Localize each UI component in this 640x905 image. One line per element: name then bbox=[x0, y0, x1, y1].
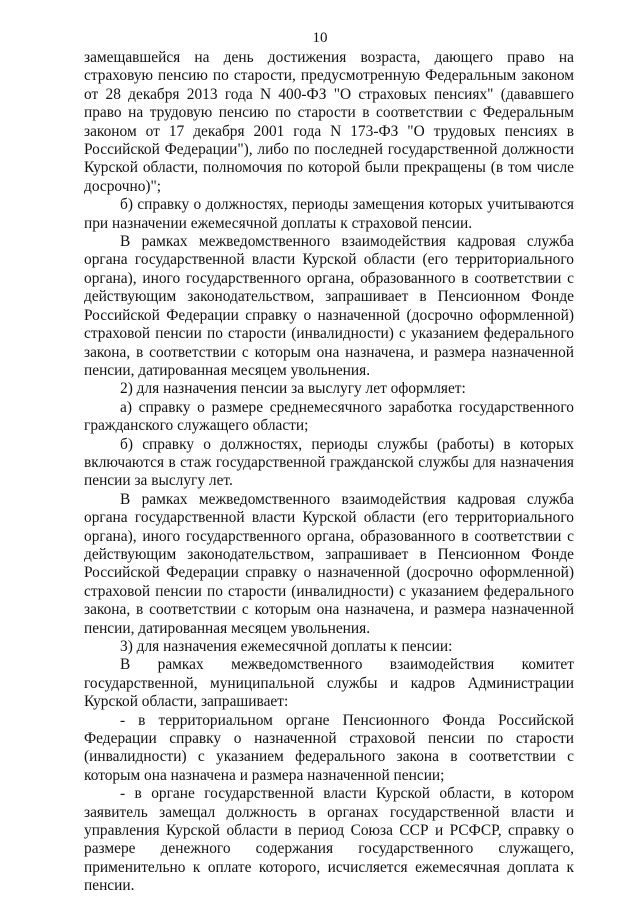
paragraph-interagency-request-1: В рамках межведомственного взаимодействия кадровая служба органа государственной власти Курской области (его территориального органа), иного государственного органа, образованного в соответствии с действующим законодательством, запрашивает в Пенсионном Фонде Российской Федерации справку о назначенной (досрочно оформленной) страховой пенсии по старости (инвалидности) с указанием федерального закона, в соответствии с которым она назначена, и размера назначенной пенсии, датированная месяцем увольнения. bbox=[84, 233, 574, 379]
paragraph-state-body-certificate: - в органе государственной власти Курской области, в котором заявитель замещал должность в органах государственной власти и управления Курской области в период Союза ССР и РСФСР, справку о размере денежного содержания государственного служащего, применительно к оплате которого, исчисляется ежемесячная доплата к пенсии. bbox=[84, 785, 574, 895]
paragraph-b-positions: б) справку о должностях, периоды замещения которых учитываются при назначении ежемесячной доплаты к страховой пенсии. bbox=[84, 196, 574, 232]
paragraph-interagency-request-2: В рамках межведомственного взаимодействия кадровая служба органа государственной власти Курской области (его территориального органа), иного государственного органа, образованного в соответствии с действующим законодательством, запрашивает в Пенсионном Фонде Российской Федерации справку о назначенной (досрочно оформленной) страховой пенсии по старости (инвалидности) с указанием федерального закона, в соответствии с которым она назначена, и размера назначенной пенсии, датированная месяцем увольнения. bbox=[84, 490, 574, 637]
paragraph-item-3: 3) для назначения ежемесячной доплаты к пенсии: bbox=[120, 638, 453, 655]
paragraph-continuation: замещавшейся на день достижения возраста, дающего право на страховую пенсию по старости, предусмотренную Федеральным законом от 28 декабря 2013 года N 400-ФЗ "О страховых пенсиях" (дававшего право на трудовую пенсию по старости в соответствии с Федеральным законом от 17 декабря 2001 года N 173-ФЗ "О трудовых пенсиях в Российской Федерации"), либо по последней государственной должности Курской области, полномочия по которой были прекращены (в том числе досрочно)"; bbox=[84, 49, 574, 195]
paragraph-item-2: 2) для назначения пенсии за выслугу лет оформляет: bbox=[120, 380, 466, 398]
paragraph-pension-fund-certificate: - в территориальном органе Пенсионного Фонда Российской Федерации справку о назначенной страховой пенсии по старости (инвалидности) с указанием федерального закона в соответствии с которым она назначена и размера назначенной пенсии; bbox=[84, 711, 574, 784]
paragraph-a-salary-certificate: а) справку о размере среднемесячного заработка государственного гражданского служащего области; bbox=[84, 398, 574, 435]
document-body bbox=[84, 49, 574, 896]
paragraph-b-service-periods: б) справку о должностях, периоды службы (работы) в которых включаются в стаж государственной гражданской службы для назначения пенсии за выслугу лет. bbox=[84, 435, 574, 490]
page-number: 10 bbox=[312, 30, 328, 46]
paragraph-committee-request: В рамках межведомственного взаимодействия комитет государственной, муниципальной службы и кадров Администрации Курской области, запрашивает: bbox=[84, 656, 574, 711]
